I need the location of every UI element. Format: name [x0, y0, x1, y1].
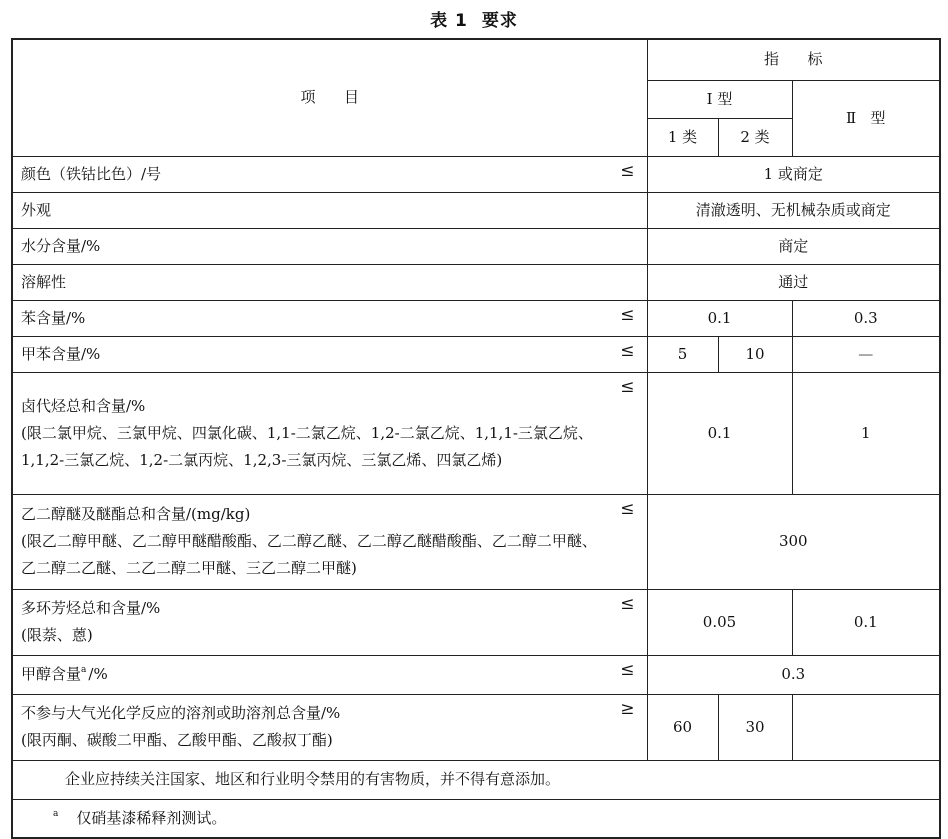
- row-value-type2: 1: [792, 372, 940, 494]
- table-row: [12, 300, 940, 336]
- header-item: 项 目: [12, 39, 647, 156]
- less-equal-sign: ≤: [620, 376, 635, 397]
- row-value-type2: 0.1: [792, 589, 940, 655]
- table-row: [12, 655, 940, 694]
- footnote-mark: a: [81, 665, 87, 675]
- row-value-class2: 10: [718, 336, 792, 372]
- row-label: 甲苯含量/% ≤: [12, 336, 647, 372]
- row-label: 卤代烃总和含量/% ≤ (限二氯甲烷、三氯甲烷、四氯化碳、1,1-二氯乙烷、1,2-二氯乙烷、1,1,1-三氯乙烷、1,1,2-三氯乙烷、1,2-二氯丙烷、1,2,3-三氯丙烷、三氯乙烯、四氯乙烯): [12, 372, 647, 494]
- row-value: 通过: [647, 264, 940, 300]
- row-value: 清澈透明、无机械杂质或商定: [647, 192, 940, 228]
- row-value-class1: 60: [647, 694, 718, 760]
- row-label: 外观: [12, 192, 647, 228]
- table-row: [12, 192, 940, 228]
- table-row: [12, 264, 940, 300]
- row-value-type2: —: [792, 336, 940, 372]
- header-indicator: 指 标: [647, 39, 940, 80]
- less-equal-sign: ≤: [620, 593, 635, 614]
- less-equal-sign: ≤: [620, 160, 635, 181]
- greater-equal-sign: ≥: [620, 698, 635, 719]
- less-equal-sign: ≤: [620, 498, 635, 519]
- header-type2: Ⅱ 型: [792, 80, 940, 156]
- row-detail: (限萘、蒽): [21, 626, 93, 644]
- row-label: 乙二醇醚及醚酯总和含量/(mg/kg) ≤ (限乙二醇甲醚、乙二醇甲醚醋酸酯、乙二醇乙醚、乙二醇乙醚醋酸酯、乙二醇二甲醚、乙二醇二乙醚、二乙二醇二甲醚、三乙二醇二甲醚): [12, 494, 647, 589]
- table-row: [12, 494, 940, 589]
- header-row-1: [12, 39, 940, 80]
- row-detail: (限丙酮、碳酸二甲酯、乙酸甲酯、乙酸叔丁酯): [21, 731, 333, 749]
- row-label: 甲醇含量$^a$ /% ≤: [12, 655, 647, 694]
- row-label: 不参与大气光化学反应的溶剂或助溶剂总含量/% ≥ (限丙酮、碳酸二甲酯、乙酸甲酯、乙酸叔丁酯): [12, 694, 647, 760]
- row-label: 水分含量/%: [12, 228, 647, 264]
- row-detail: (限二氯甲烷、三氯甲烷、四氯化碳、1,1-二氯乙烷、1,2-二氯乙烷、1,1,1-三氯乙烷、1,1,2-三氯乙烷、1,2-二氯丙烷、1,2,3-三氯丙烷、三氯乙烯、四氯乙烯): [21, 423, 593, 469]
- table-row: [12, 694, 940, 760]
- row-value-type1: 0.05: [647, 589, 792, 655]
- row-value: 300: [647, 494, 940, 589]
- row-label: 多环芳烃总和含量/% ≤ (限萘、蒽): [12, 589, 647, 655]
- table-row: [12, 589, 940, 655]
- row-value-type1: 0.1: [647, 300, 792, 336]
- row-label: 苯含量/% ≤: [12, 300, 647, 336]
- row-value-class2: 30: [718, 694, 792, 760]
- row-detail: (限乙二醇甲醚、乙二醇甲醚醋酸酯、乙二醇乙醚、乙二醇乙醚醋酸酯、乙二醇二甲醚、乙二醇二乙醚、二乙二醇二甲醚、三乙二醇二甲醚): [21, 532, 597, 577]
- row-value-type2: 0.3: [792, 300, 940, 336]
- less-equal-sign: ≤: [620, 304, 635, 325]
- requirements-table: [11, 38, 941, 839]
- footnote-mark: a: [53, 808, 59, 819]
- header-type1: Ⅰ 型: [647, 80, 792, 118]
- table-row: [12, 156, 940, 192]
- table-title: [0, 6, 948, 32]
- row-value-class1: 5: [647, 336, 718, 372]
- header-class1: 1 类: [647, 118, 718, 156]
- table-row: [12, 228, 940, 264]
- row-label: 颜色（铁钴比色）/号 ≤: [12, 156, 647, 192]
- row-label: 溶解性: [12, 264, 647, 300]
- less-equal-sign: ≤: [620, 340, 635, 361]
- row-value: 1 或商定: [647, 156, 940, 192]
- row-value-type2: [792, 694, 940, 760]
- footnote-row: [12, 799, 940, 838]
- less-equal-sign: ≤: [620, 659, 635, 680]
- table-row: [12, 372, 940, 494]
- table-footnote: $^a$ 仅硝基漆稀释剂测试。: [12, 799, 940, 838]
- table-number: 表 1: [430, 11, 468, 31]
- table-row: [12, 336, 940, 372]
- row-value-type1: 0.1: [647, 372, 792, 494]
- note-row: [12, 760, 940, 799]
- header-class2: 2 类: [718, 118, 792, 156]
- row-value: 商定: [647, 228, 940, 264]
- row-value: 0.3: [647, 655, 940, 694]
- table-note: 企业应持续关注国家、地区和行业明令禁用的有害物质，并不得有意添加。: [12, 760, 940, 799]
- table-title-text: 要求: [481, 11, 518, 31]
